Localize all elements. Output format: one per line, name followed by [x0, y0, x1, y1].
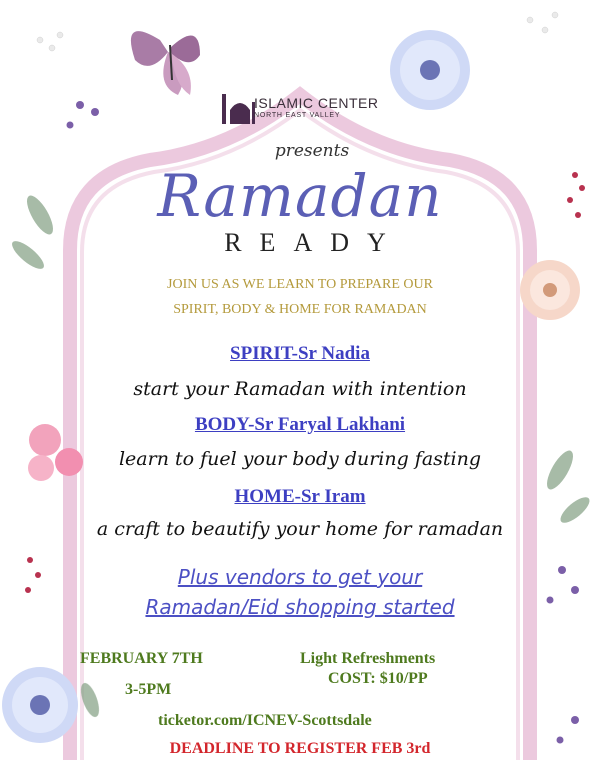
org-name: ISLAMIC CENTER [254, 95, 379, 111]
section-body-title: BODY-Sr Faryal Lakhani [194, 414, 406, 435]
intro-line-2: SPIRIT, BODY & HOME FOR RAMADAN [173, 302, 427, 317]
butterfly-icon [131, 31, 200, 95]
gypsophila [37, 12, 558, 51]
presents-text: presents [274, 141, 350, 161]
registration-link[interactable]: ticketor.com/ICNEV-Scottsdale [158, 712, 372, 729]
blue-flower-icon [2, 667, 78, 743]
section-home-title: HOME-Sr Iram [234, 486, 366, 507]
cost-text: COST: $10/PP [328, 670, 428, 687]
event-title: Ramadan [157, 162, 443, 230]
vendors-line-1: Plus vendors to get your [177, 565, 423, 589]
vendors-line-2: Ramadan/Eid shopping started [145, 595, 455, 619]
org-logo [254, 95, 378, 119]
refreshments-text: Light Refreshments [300, 650, 436, 667]
deadline-text: DEADLINE TO REGISTER FEB 3rd [169, 740, 431, 757]
event-time: 3-5PM [125, 681, 172, 698]
section-spirit-desc: start your Ramadan with intention [133, 378, 467, 400]
mosque-logo-icon [222, 94, 255, 124]
section-body-desc: learn to fuel your body during fasting [118, 448, 482, 470]
event-date: FEBRUARY 7TH [80, 650, 203, 667]
section-spirit-title: SPIRIT-Sr Nadia [230, 343, 370, 364]
intro-line-1: JOIN US AS WE LEARN TO PREPARE OUR [167, 277, 433, 292]
org-subname: NORTH EAST VALLEY [254, 112, 341, 119]
blue-flower-icon [390, 30, 470, 110]
section-home-desc: a craft to beautify your home for ramadan [96, 518, 504, 540]
event-subtitle: READY [224, 228, 404, 257]
